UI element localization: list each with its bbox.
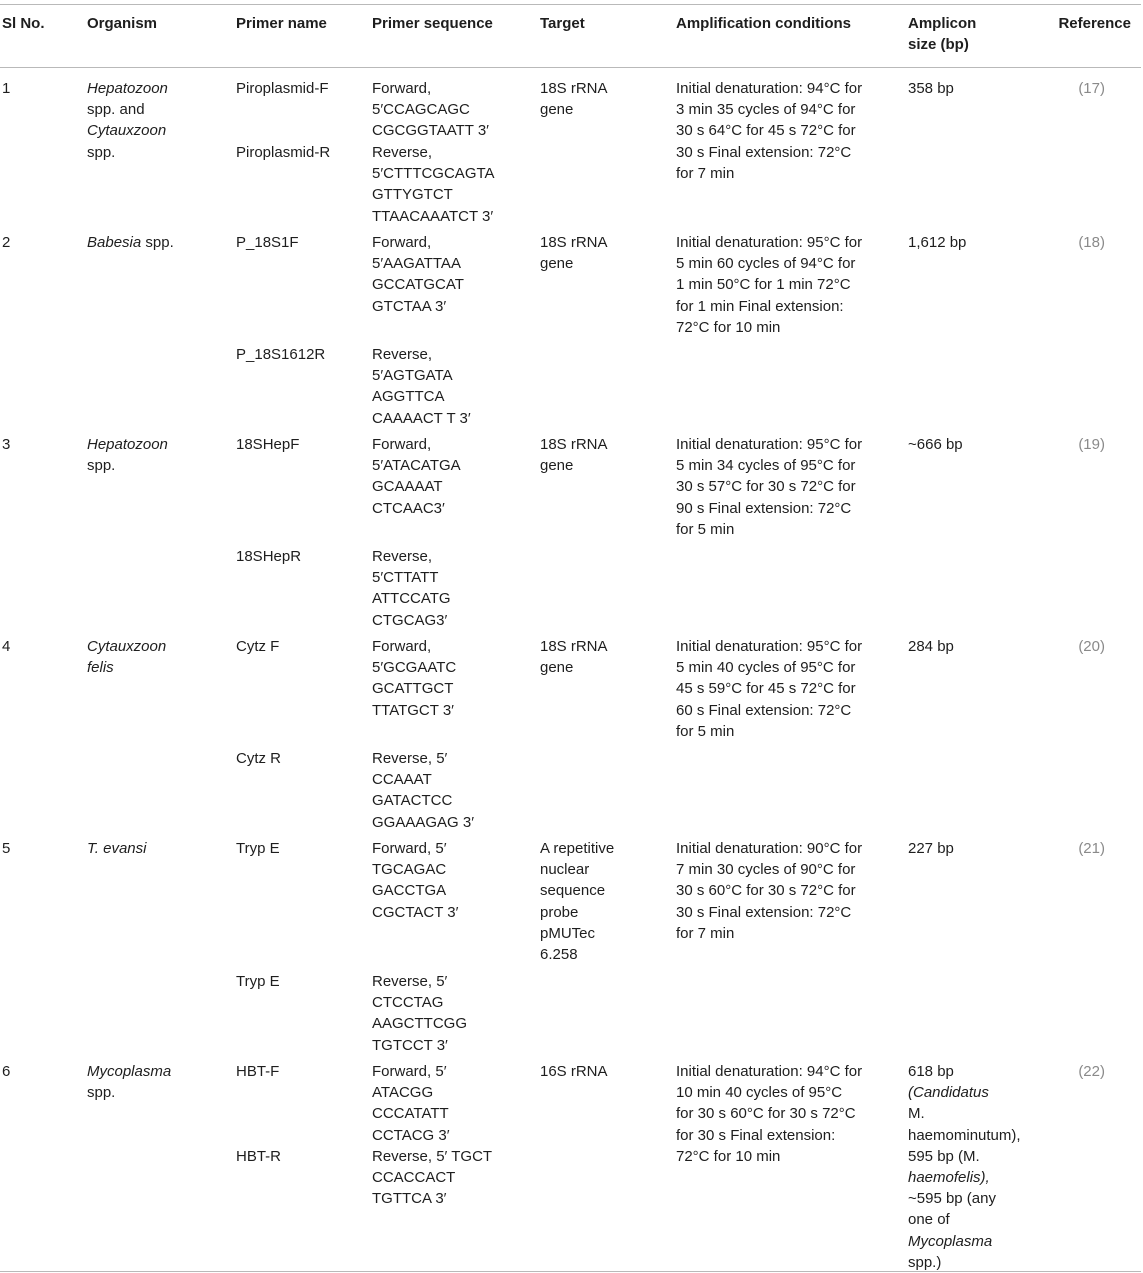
amplification-conditions: [676, 232, 862, 338]
amplification-line: 7 min 30 cycles of 90°C for: [676, 861, 856, 879]
target-line: 18S rRNA: [540, 234, 608, 251]
header-primer-sequence: Primer sequence: [372, 15, 493, 32]
target-line: gene: [540, 101, 574, 119]
amplicon-line: [908, 1146, 1021, 1167]
header-amplification: Amplification conditions: [676, 15, 851, 32]
primer-sequence-forward: [372, 232, 464, 317]
amplification-conditions: [676, 636, 862, 742]
sl-number: 1: [2, 80, 11, 97]
sequence-line: 5′CCAGCAGC: [372, 101, 470, 119]
organism-genus: Babesia: [87, 234, 142, 251]
sequence-line: TGTTCA 3′: [372, 1190, 447, 1208]
amplification-conditions: [676, 838, 862, 944]
header-amplicon-line2: size (bp): [908, 36, 969, 54]
target-line: 6.258: [540, 946, 578, 964]
primer-name-reverse: 18SHepR: [236, 548, 302, 565]
sequence-line: Reverse, 5′: [372, 973, 448, 990]
amplicon-size: [908, 434, 963, 455]
sequence-line: 5′AAGATTAA: [372, 255, 461, 273]
target-line: gene: [540, 255, 574, 273]
amplicon-line: ~595 bp (any: [908, 1190, 996, 1208]
target: [540, 232, 608, 274]
primer-sequence-forward: [372, 1061, 450, 1146]
amplification-line: Initial denaturation: 94°C for: [676, 1063, 863, 1080]
amplification-line: 1 min 50°C for 1 min 72°C: [676, 276, 851, 294]
organism: [87, 838, 146, 859]
amplicon-line: one of: [908, 1211, 950, 1229]
organism: [87, 1061, 171, 1103]
reference-link[interactable]: (21): [1078, 840, 1105, 857]
organism-line: spp.: [87, 1084, 116, 1102]
amplicon-size: [908, 1061, 1021, 1273]
organism-line: T. evansi: [87, 840, 147, 857]
sequence-line: TTAACAAATCT 3′: [372, 207, 494, 225]
sequence-line: GCATTGCT: [372, 680, 454, 698]
sequence-line: ATACGG: [372, 1084, 434, 1102]
amplification-line: 30 s 57°C for 30 s 72°C for: [676, 478, 856, 496]
primer-sequence-reverse: [372, 344, 471, 429]
sequence-line: TGCAGAC: [372, 861, 447, 879]
header-organism: Organism: [87, 15, 158, 32]
organism-line: felis: [87, 659, 114, 677]
sequence-line: CTCAAC3′: [372, 499, 445, 517]
target-line: 18S rRNA: [540, 80, 608, 97]
primer-name-forward: P_18S1F: [236, 234, 299, 251]
sequence-line: 5′GCGAATC: [372, 659, 457, 677]
amplification-line: for 5 min: [676, 520, 735, 538]
organism-spp: spp.: [145, 234, 174, 251]
header-amplicon: [908, 13, 976, 55]
sequence-line: CTCCTAG: [372, 994, 444, 1012]
sequence-line: 5′CTTTCGCAGTA: [372, 165, 495, 183]
amplicon-line: 618 bp: [908, 1063, 954, 1080]
amplification-line: for 1 min Final extension:: [676, 297, 844, 315]
amplicon-line: 358 bp: [908, 80, 954, 97]
target-line: sequence: [540, 882, 606, 900]
amplification-line: 30 s Final extension: 72°C: [676, 143, 852, 161]
amplicon-line: spp.): [908, 1253, 942, 1271]
target-line: 18S rRNA: [540, 436, 608, 453]
sequence-line: CGCGGTAATT 3′: [372, 122, 489, 140]
amplification-line: for 7 min: [676, 924, 735, 942]
sequence-line: Reverse, 5′: [372, 750, 448, 767]
sequence-line: 5′AGTGATA: [372, 367, 453, 385]
primer-sequence-reverse: [372, 1146, 492, 1210]
amplicon-size: [908, 232, 966, 253]
reference-link[interactable]: (20): [1078, 638, 1105, 655]
organism-line: Hepatozoon: [87, 436, 168, 453]
amplification-line: 90 s Final extension: 72°C: [676, 499, 852, 517]
amplification-line: 30 s Final extension: 72°C: [676, 903, 852, 921]
sequence-line: CCACCACT: [372, 1169, 456, 1187]
primer-name-forward: Cytz F: [236, 638, 280, 655]
sl-number: 2: [2, 234, 11, 251]
sequence-line: CCTACG 3′: [372, 1126, 450, 1144]
sequence-line: GCAAAAT: [372, 478, 443, 496]
amplicon-size: [908, 636, 954, 657]
sequence-line: CCAAAT: [372, 771, 432, 789]
reference-link[interactable]: (19): [1078, 436, 1105, 453]
sl-number: 6: [2, 1063, 11, 1080]
primer-sequence-forward: [372, 78, 489, 142]
amplification-line: 30 s 60°C for 30 s 72°C for: [676, 882, 856, 900]
sequence-line: Forward,: [372, 234, 432, 251]
amplification-line: Initial denaturation: 94°C for: [676, 80, 863, 97]
amplicon-size: [908, 838, 954, 859]
sequence-line: Forward, 5′: [372, 840, 447, 857]
reference-link[interactable]: (18): [1078, 234, 1105, 251]
organism: [87, 636, 166, 678]
primer-sequence-reverse: [372, 142, 495, 227]
sequence-line: GCCATGCAT: [372, 276, 464, 294]
amplicon-line: haemominutum),: [908, 1126, 1021, 1144]
sequence-line: Reverse,: [372, 346, 433, 363]
primer-name-reverse: P_18S1612R: [236, 346, 326, 363]
header-bottom-rule: [0, 67, 1141, 68]
header-reference: Reference: [1058, 15, 1131, 32]
sequence-line: GATACTCC: [372, 792, 453, 810]
amplification-line: 5 min 40 cycles of 95°C for: [676, 659, 856, 677]
sequence-line: 5′ATACATGA: [372, 457, 461, 475]
sl-number: 3: [2, 436, 11, 453]
sequence-line: GTCTAA 3′: [372, 297, 447, 315]
organism: [87, 232, 174, 253]
sequence-line: GGAAAGAG 3′: [372, 813, 475, 831]
primer-name-forward: 18SHepF: [236, 436, 300, 453]
sequence-line: 5′CTTATT: [372, 569, 439, 587]
sequence-line: TGTCCT 3′: [372, 1036, 448, 1054]
primer-name-reverse: HBT-R: [236, 1148, 281, 1165]
target-line: nuclear: [540, 861, 590, 879]
sequence-line: Reverse,: [372, 144, 433, 161]
primer-sequence-reverse: [372, 546, 451, 631]
amplification-line: for 5 min: [676, 722, 735, 740]
organism-line: Cytauxzoon: [87, 122, 167, 140]
target: [540, 434, 608, 476]
primer-name-forward: HBT-F: [236, 1063, 280, 1080]
amplification-conditions: [676, 78, 862, 184]
amplification-line: Initial denaturation: 95°C for: [676, 436, 863, 453]
amplification-line: 72°C for 10 min: [676, 1147, 781, 1165]
sequence-line: CTGCAG3′: [372, 611, 448, 629]
sequence-line: Reverse,: [372, 548, 433, 565]
primer-sequence-forward: [372, 434, 461, 519]
amplification-line: Initial denaturation: 95°C for: [676, 234, 863, 251]
sequence-line: Forward,: [372, 436, 432, 453]
target-line: gene: [540, 659, 574, 677]
target: [540, 636, 608, 678]
header-amplicon-line1: Amplicon: [908, 15, 977, 32]
sequence-line: Forward,: [372, 80, 432, 97]
organism-line: spp.: [87, 143, 116, 161]
sequence-line: GTTYGTCT: [372, 186, 453, 204]
target-line: 16S rRNA: [540, 1063, 608, 1080]
target-line: gene: [540, 457, 574, 475]
header-primer-name: Primer name: [236, 15, 327, 32]
primer-sequence-reverse: [372, 748, 474, 833]
organism-line: Hepatozoon: [87, 80, 168, 97]
primer-sequence-reverse: [372, 971, 467, 1056]
sl-number: 5: [2, 840, 11, 857]
primer-name-forward: Piroplasmid-F: [236, 80, 329, 97]
reference-link[interactable]: (17): [1078, 80, 1105, 97]
target-line: 18S rRNA: [540, 638, 608, 655]
table-top-rule: [0, 4, 1141, 5]
amplicon-fragment: 595 bp (M.: [908, 1147, 980, 1165]
amplification-line: Initial denaturation: 90°C for: [676, 840, 863, 857]
sequence-line: Reverse, 5′ TGCT: [372, 1148, 493, 1165]
sequence-line: GACCTGA: [372, 882, 447, 900]
primer-sequence-forward: [372, 838, 458, 923]
sequence-line: CAAAACT T 3′: [372, 409, 471, 427]
amplification-line: 60 s Final extension: 72°C: [676, 701, 852, 719]
amplification-line: 72°C for 10 min: [676, 318, 781, 336]
amplification-line: 10 min 40 cycles of 95°C: [676, 1084, 843, 1102]
sequence-line: Forward,: [372, 638, 432, 655]
sequence-line: AGGTTCA: [372, 388, 445, 406]
primer-name-forward: Tryp E: [236, 840, 280, 857]
amplification-line: 3 min 35 cycles of 94°C for: [676, 101, 856, 119]
target: [540, 838, 614, 965]
sl-number: 4: [2, 638, 11, 655]
organism-line: spp. and: [87, 101, 145, 119]
reference-link[interactable]: (22): [1078, 1063, 1105, 1080]
amplicon-line: 1,612 bp: [908, 234, 967, 251]
amplification-line: for 30 s Final extension:: [676, 1126, 836, 1144]
primer-name-reverse: Piroplasmid-R: [236, 144, 331, 161]
amplicon-line: ~666 bp: [908, 436, 963, 453]
sequence-line: TTATGCT 3′: [372, 701, 454, 719]
target: [540, 1061, 608, 1082]
organism-line: spp.: [87, 457, 116, 475]
amplification-line: 45 s 59°C for 45 s 72°C for: [676, 680, 856, 698]
amplification-line: 30 s 64°C for 45 s 72°C for: [676, 122, 856, 140]
primer-name-reverse: Cytz R: [236, 750, 281, 767]
amplicon-line: (Candidatus: [908, 1084, 989, 1102]
organism-line: Mycoplasma: [87, 1063, 172, 1080]
amplicon-line: 227 bp: [908, 840, 954, 857]
target: [540, 78, 608, 120]
amplification-line: for 7 min: [676, 164, 735, 182]
organism: [87, 78, 168, 163]
organism-line: Cytauxzoon: [87, 638, 167, 655]
amplicon-size: [908, 78, 954, 99]
target-line: A repetitive: [540, 840, 615, 857]
target-line: pMUTec: [540, 924, 596, 942]
organism: [87, 434, 168, 476]
amplification-line: Initial denaturation: 95°C for: [676, 638, 863, 655]
amplification-line: for 30 s 60°C for 30 s 72°C: [676, 1105, 856, 1123]
target-line: probe: [540, 903, 579, 921]
amplicon-line: 284 bp: [908, 638, 954, 655]
header-sl: Sl No.: [2, 15, 45, 32]
sequence-line: Forward, 5′: [372, 1063, 447, 1080]
sequence-line: CCCATATT: [372, 1105, 449, 1123]
amplification-conditions: [676, 434, 862, 540]
primer-sequence-forward: [372, 636, 456, 721]
amplicon-line: haemofelis),: [908, 1169, 990, 1187]
amplicon-line: Mycoplasma: [908, 1232, 993, 1250]
header-target: Target: [540, 15, 585, 32]
amplification-line: 5 min 60 cycles of 94°C for: [676, 255, 856, 273]
primer-name-reverse: Tryp E: [236, 973, 280, 990]
sequence-line: ATTCCATG: [372, 590, 451, 608]
amplification-line: 5 min 34 cycles of 95°C for: [676, 457, 856, 475]
sequence-line: AAGCTTCGG: [372, 1015, 468, 1033]
sequence-line: CGCTACT 3′: [372, 903, 459, 921]
amplicon-line: M.: [908, 1105, 925, 1123]
amplification-conditions: [676, 1061, 862, 1167]
